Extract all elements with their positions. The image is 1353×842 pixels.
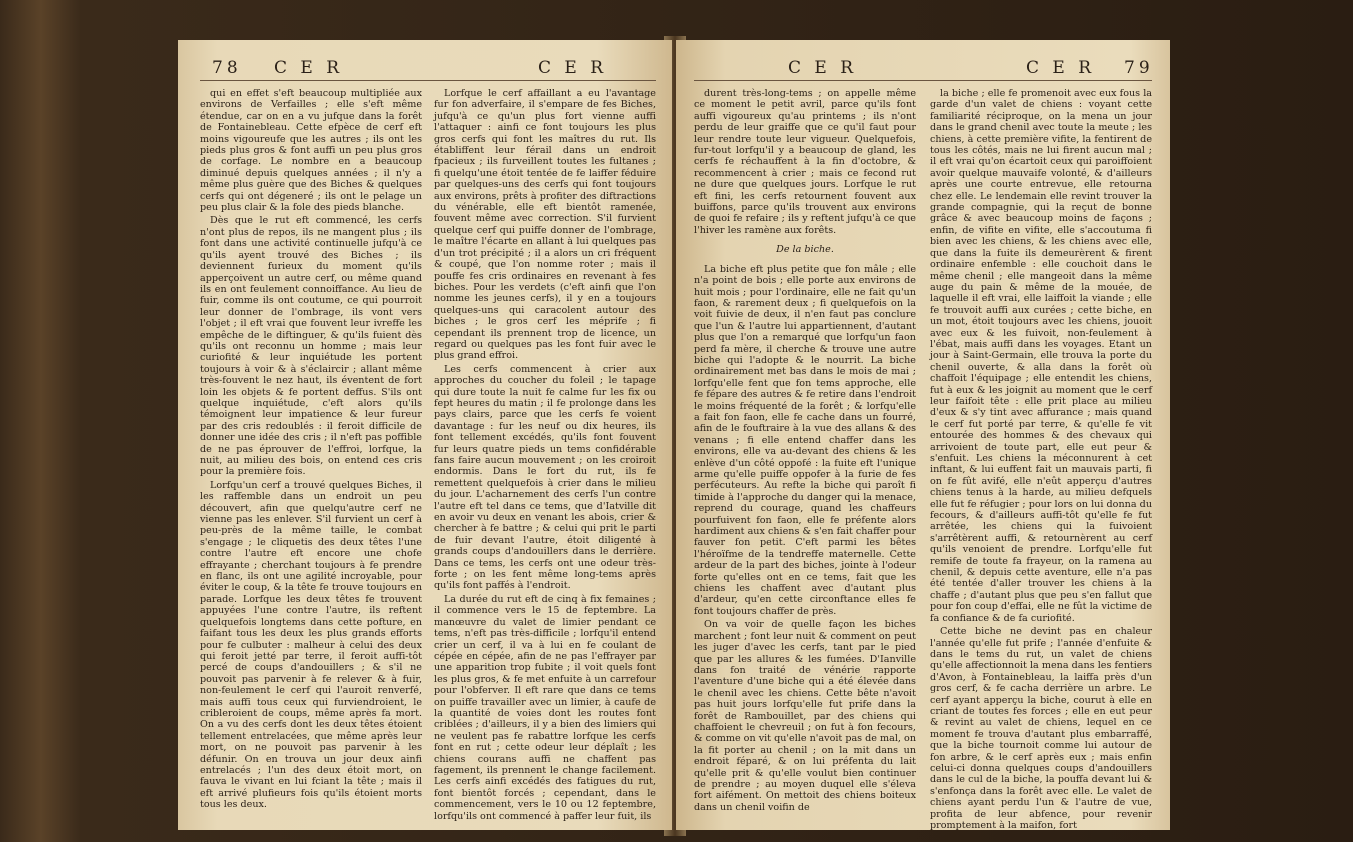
running-head-right-col1: C E R: [788, 58, 858, 78]
header-rule: [200, 80, 656, 81]
right-page-column-1: [694, 88, 916, 815]
paragraph: Les cerfs commencent à crier aux approches du coucher du foleil ; le tapage qui dure toute la nuit fe calme fur les fix ou fept heures du matin ; il fe prolonge dans les pays clairs, parce que les cerfs fe voient davantage : fur les neuf ou dix heures, ils font tellement excédés, qu'ils font fouvent fur leurs quatre pieds un tems confidérable fans faire aucun mouvement ; on les croiroit endormis. Dans le fort du rut, ils fe remettent quelquefois à crier dans le milieu du jour. L'acharnement des cerfs l'un contre l'autre eft tel dans ce tems, que d'Iatville dit en avoir vu deux en venant les abois, crier & chercher à fe battre ; & celui qui prit le parti de fuir devant l'autre, étoit diligenté à grands coups d'andouillers dans le derrière. Dans ce tems, les cerfs ont une odeur très-forte ; on les fent même long-tems après qu'ils font paffés à l'endroit.: [434, 363, 656, 592]
section-heading: De la biche.: [776, 244, 834, 256]
page-number-right: 79: [1124, 58, 1154, 78]
running-head-left-col2: C E R: [538, 58, 608, 78]
left-page-column-2: [434, 88, 656, 824]
header-rule: [694, 80, 1152, 81]
paragraph: On va voir de quelle façon les biches marchent ; font leur nuit & comment on peut les juger d'avec les cerfs, tant par le pied que par les allures & les fumées. D'Ianville dans fon traité de vénérie rapporte l'aventure d'une biche qui a été élevée dans le chenil avec les chiens. Cette bête n'avoit pas huit jours lorfqu'elle fut prife dans la forêt de Rambouillet, par des chiens qui chaffoient le chevreuil ; on fut à fon fecours, & comme on vit qu'elle n'avoit pas de mal, on la fit porter au chenil ; on la mit dans un endroit féparé, & on lui préfenta du lait qu'elle prit & qu'elle voulut bien continuer de prendre ; au moyen duquel elle s'éleva fort aifément. On mettoit des chiens boiteux dans un chenil voifin de: [694, 619, 916, 813]
paragraph: Lorfqu'un cerf a trouvé quelques Biches, il les raffemble dans un endroit un peu découvert, afin que quelqu'autre cerf ne vienne pas les enlever. S'il furvient un cerf à peu-près de la même taille, le combat s'engage ; le cliquetis des deux têtes l'une contre l'autre eft encore une chofe effrayante ; cherchant toujours à fe prendre en flanc, ils ont une agilité incroyable, pour éviter le coup, & la tête fe trouve toujours en parade. Lorfque les deux têtes fe trouvent appuyées l'une contre l'autre, ils reftent quelquefois longtems dans cette pofture, en faifant tous les deux les plus grands efforts pour fe culbuter : malheur à celui des deux qui feroit jetté par terre, il feroit auffi-tôt percé de coups d'andouillers ; & s'il ne pouvoit pas parvenir à fe relever & à fuir, non-feulement le cerf qui l'auroit renverfé, mais auffi tous ceux qui furviendroient, le cribleroient de coups, même après fa mort. On a vu des cerfs dont les deux têtes étoient tellement entrelacées, que même après leur mort, on ne pouvoit pas parvenir à les défunir. On en trouva un jour deux ainfi entrelacés ; l'un des deux étoit mort, on fauva le vivant en lui fciant la tête ; mais il eft arrivé plufieurs fois qu'ils étoient morts tous les deux.: [200, 479, 422, 811]
page-number-left: 78: [212, 58, 242, 78]
paragraph: La biche eft plus petite que fon mâle ; elle n'a point de bois ; elle porte aux environs de huit mois ; pour l'ordinaire, elle ne fait qu'un faon, & rarement deux ; fi quelquefois on la voit fuivie de deux, il n'en faut pas conclure que l'un & l'autre lui appartiennent, d'autant plus que l'on a remarqué que lorfqu'un faon perd fa mère, il cherche & trouve une autre biche qui l'adopte & le nourrit. La biche ordinairement met bas dans le mois de mai ; lorfqu'elle fent que fon tems approche, elle fe fépare des autres & fe retire dans l'endroit le moins fréquenté de la forêt ; & lorfqu'elle a fait fon faon, elle fe cache dans un fourré, afin de le fouftraire à la vue des allans & des venans ; fi elle entend chaffer dans les environs, elle va au-devant des chiens & les enlève d'un côté oppofé : la fuite eft l'unique arme qu'elle puiffe oppofer à la furie de fes perfécuteurs. Au refte la biche qui paroît fi timide à l'approche du danger qui la menace, reprend du courage, quand les chaffeurs pourfuivent fon faon, elle fe préfente alors hardiment aux chiens & s'en fait chaffer pour fauver fon petit. C'eft parmi les bêtes l'héroïfme de la tendreffe maternelle. Cette ardeur de la part des biches, jointe à l'odeur forte qu'elles ont en ce tems, fait que les chiens les chaffent avec d'autant plus d'ardeur, qu'en cette circonftance elles fe font toujours chaffer de près.: [694, 263, 916, 617]
paragraph: La durée du rut eft de cinq à fix femaines ; il commence vers le 15 de feptembre. La manœuvre du valet de limier pendant ce tems, n'eft pas très-difficile ; lorfqu'il entend crier un cerf, il va à lui en fe coulant de cépée en cépée, afin de ne pas l'effrayer par une apparition trop fubite ; il voit quels font les plus gros, & fe met enfuite à un carrefour pour l'obferver. Il eft rare que dans ce tems on puiffe travailler avec un limier, à caufe de la quantité de voies dont les routes font criblées ; d'ailleurs, il y a bien des limiers qui ne veulent pas fe rabattre lorfque les cerfs font en rut ; cette odeur leur déplaît ; les chiens courans auffi ne chaffent pas fagement, ils prennent le change facilement. Les cerfs ainfi excédés des fatigues du rut, font bientôt forcés ; cependant, dans le commencement, vers le 10 ou 12 feptembre, lorfqu'ils ont commencé à paffer leur fuit, ils: [434, 593, 656, 822]
running-head-left-col1: C E R: [274, 58, 344, 78]
paragraph: la biche ; elle fe promenoit avec eux fous la garde d'un valet de chiens : voyant cette familiarité réciproque, on la mena un jour dans le grand chenil avec toute la meute ; les chiens, à cette première vifite, la fentirent de tous les côtés, mais ne lui firent aucun mal ; il eft vrai qu'on écartoit ceux qui paroiffoient avoir quelque mauvaife volonté, & d'ailleurs après une courte entrevue, elle retourna chez elle. Le lendemain elle revint trouver la grande compagnie, qui la reçut de bonne grâce & avec beaucoup moins de façons ; enfin, de vifite en vifite, elle s'accoutuma fi bien avec les chiens, & les chiens avec elle, que dans la fuite ils demeurèrent & firent ordinaire enfemble : elle couchoit dans le même chenil ; elle mangeoit dans la même auge du pain & même de la mouée, de laquelle il eft vrai, elle laiffoit la viande ; elle fe trouvoit auffi aux curées ; cette biche, en un mot, étoit toujours avec les chiens, jouoit avec eux & les fuivoit, non-feulement à l'ébat, mais auffi dans les voyages. Etant un jour à Saint-Germain, elle trouva la porte du chenil ouverte, & alla dans la forêt où chaffoit l'équipage ; elle entendit les chiens, fut à eux & les joignit au moment que le cerf leur faifoit tête : elle prit place au milieu d'eux & s'y tint avec affurance ; mais quand le cerf fut porté par terre, & qu'elle fe vit entourée des hommes & des chevaux qui arrivoient de toute part, elle eut peur & s'enfuit. Les chiens la méconnurent à cet inftant, & lui euffent fait un mauvais parti, fi on fe fût avifé, elle n'eût apperçu d'autres chiens tenus à la harde, au milieu defquels elle fut fe réfugier ; pour lors on lui donna du fecours, & d'ailleurs auffi-tôt qu'elle fe fut arrêtée, les chiens qui la fuivoient s'arrêtèrent auffi, & retournèrent au cerf qu'ils venoient de prendre. Lorfqu'elle fut remife de toute fa frayeur, on la ramena au chenil, & depuis cette aventure, elle n'a pas été tentée d'aller trouver les chiens à la chaffe ; d'autant plus que peu s'en fallut que pour fon coup d'effai, elle ne fût la victime de fa confiance & de fa curiofité.: [930, 88, 1152, 624]
right-page-column-2: [930, 88, 1152, 830]
paragraph: durent très-long-tems ; on appelle même ce moment le petit avril, parce qu'ils font auffi vigoureux qu'au printems ; ils n'ont perdu de leur graiffe que ce qu'il faut pour leur rendre toute leur vigueur. Quelquefois, fur-tout lorfqu'il y a beaucoup de gland, les cerfs fe réchauffent à la fin d'octobre, & recommencent à crier ; mais ce fecond rut ne dure que quelques jours. Lorfque le rut eft fini, les cerfs retournent fouvent aux buiffons, parce qu'ils trouvent aux environs de quoi fe refaire ; ils y reftent jufqu'à ce que l'hiver les ramène aux forêts.: [694, 88, 916, 236]
paragraph: Lorfque le cerf affaillant a eu l'avantage fur fon adverfaire, il s'empare de fes Biches, jufqu'à ce qu'un plus fort vienne auffi l'attaquer : ainfi ce font toujours les plus gros cerfs qui font les maîtres du rut. Ils établiffent leur férail dans un endroit fpacieux ; ils furveillent toutes les fultanes ; fi quelqu'une étoit tentée de fe laiffer féduire par quelques-uns des cerfs qui font toujours aux environs, prêts à profiter des diftractions du vénérable, elle eft bientôt ramenée, fouvent même avec correction. S'il furvient quelque cerf qui puiffe donner de l'ombrage, le maître l'écarte en allant à lui quelques pas d'un trot précipité ; il a alors un cri fréquent & coupé, que l'on nomme roter ; mais il pouffe fes cris ordinaires en revenant à fes biches. Pour les verdets (c'eft ainfi que l'on nomme les jeunes cerfs), il y en a toujours quelques-uns qui caracolent autour des biches ; le gros cerf les méprife ; fi cependant ils prennent trop de licence, un regard ou quelques pas les font fuir avec le plus grand effroi.: [434, 88, 656, 362]
paragraph: Dès que le rut eft commencé, les cerfs n'ont plus de repos, ils ne mangent plus ; ils font dans une activité continuelle jufqu'à ce qu'ils ayent trouvé des Biches ; ils deviennent furieux du moment qu'ils apperçoivent un autre cerf, ou même quand ils en ont feulement connoiffance. Au lieu de fuir, comme ils ont coutume, ce qui pourroit leur donner de l'ombrage, ils vont vers l'objet ; il eft vrai que fouvent leur ivreffe les empêche de le diftinguer, & qu'ils fuient dès qu'ils ont reconnu un homme ; mais leur curiofité & leur inquiétude les portent toujours à voir & à s'éclaircir ; allant même très-fouvent le nez haut, ils éventent de fort loin les objets & fe portent deffus. S'ils ont quelque inquiétude, c'eft alors qu'ils témoignent leur impatience & leur fureur par des cris redoublés : il feroit difficile de donner une idée des cris ; il n'eft pas poffible de ne pas éprouver de l'effroi, lorfque, la nuit, au milieu des bois, on entend ces cris pour la première fois.: [200, 215, 422, 478]
paragraph: Cette biche ne devint pas en chaleur l'année qu'elle fut prife ; l'année d'enfuite & dans le tems du rut, un valet de chiens qu'elle affectionnoit la mena dans les fentiers d'Avon, à Fontainebleau, la laiffa près d'un gros cerf, & fe cacha derrière un arbre. Le cerf ayant apperçu la biche, courut à elle en criant de toutes fes forces ; elle en eut peur & revint au valet de chiens, lequel en ce moment fe trouva d'autant plus embarraffé, que la biche tournoit comme lui autour de fon arbre, & le cerf après eux ; mais enfin celui-ci donna quelques coups d'andouillers dans le cul de la biche, la pouffa devant lui & s'enfonça dans la forêt avec elle. Le valet de chiens ayant perdu l'un & l'autre de vue, profita de leur abfence, pour revenir promptement à la maifon, fort: [930, 626, 1152, 830]
running-head-right-col2: C E R: [1026, 58, 1096, 78]
paragraph: qui en effet s'eft beaucoup multipliée aux environs de Verfailles ; elle s'eft même étendue, car on en a vu jufque dans la forêt de Fontainebleau. Cette efpèce de cerf eft moins vigoureufe que les autres ; ils ont les pieds plus gros & font auffi un peu plus gros de corfage. Le nombre en a beaucoup diminué depuis quelques années ; il n'y a même plus guère que des Biches & quelques cerfs qui ont dégeneré ; ils ont le pelage un peu plus clair & la fole des pieds blanche.: [200, 88, 422, 214]
right-page: [676, 40, 1170, 830]
left-page-column-1: [200, 88, 422, 813]
left-page: [178, 40, 672, 830]
